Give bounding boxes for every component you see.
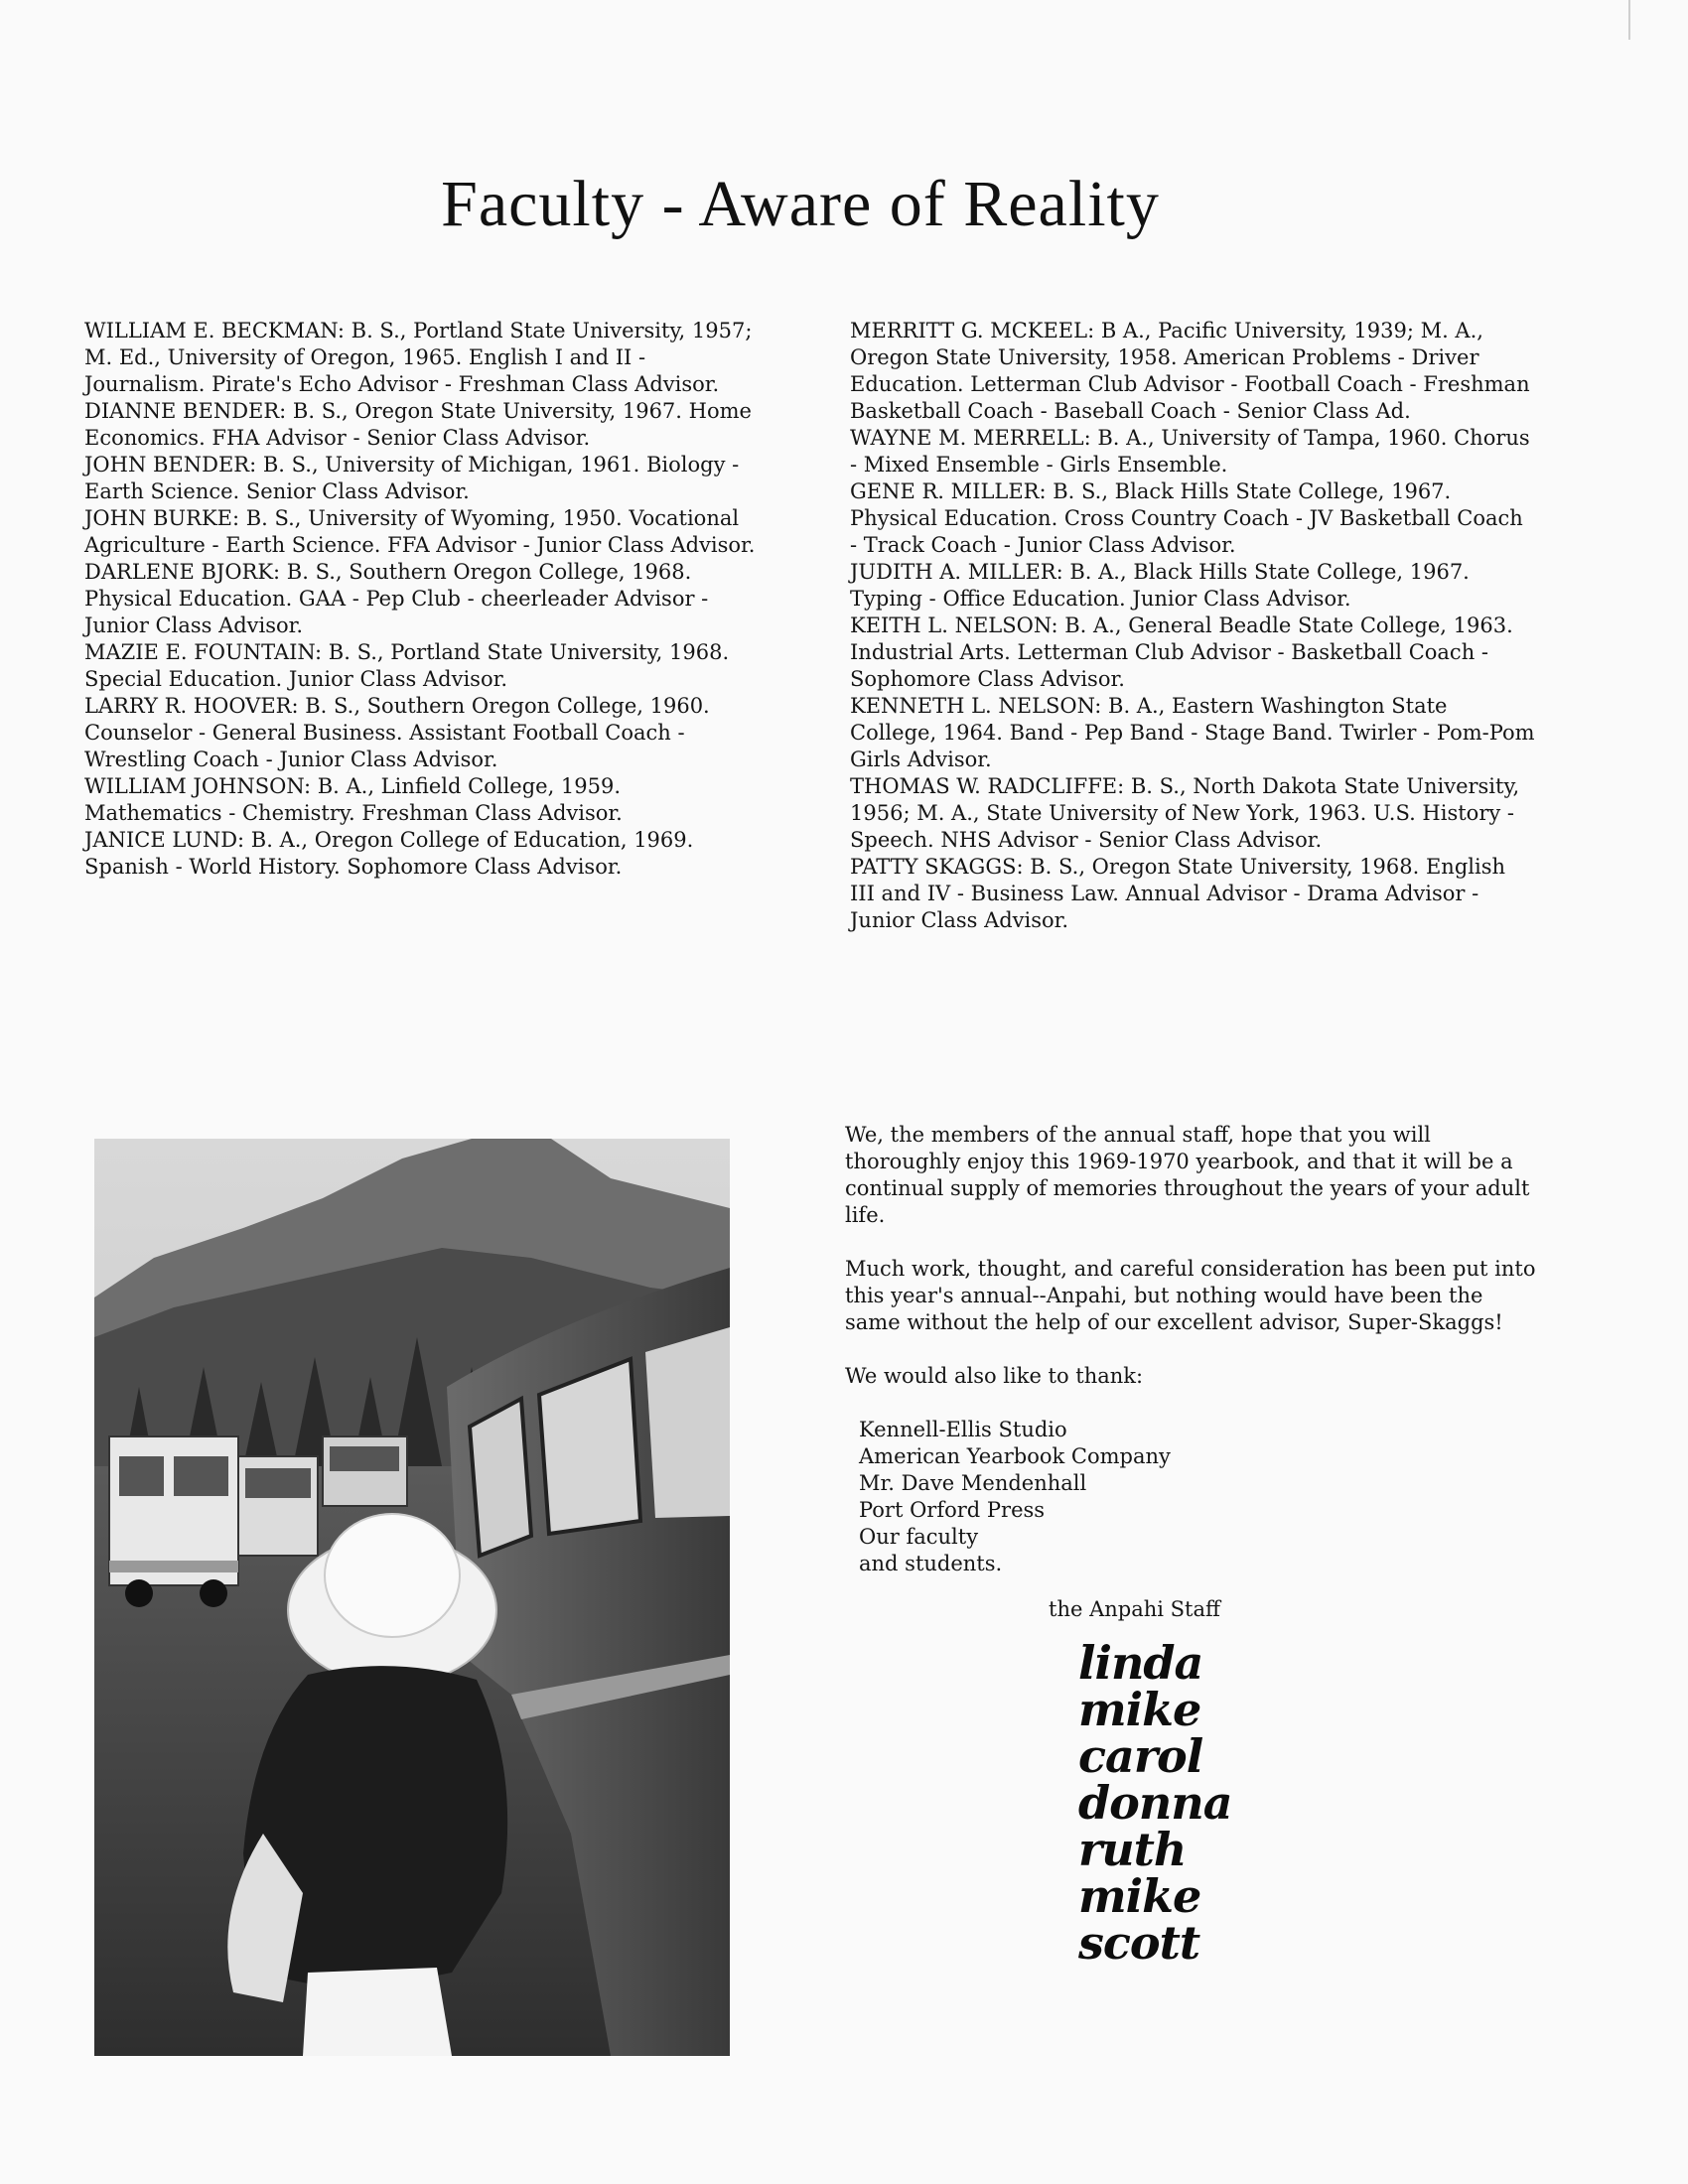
faculty-entry: LARRY R. HOOVER: B. S., Southern Oregon College, 1960. Counselor - General Business. Assistant Football Coach - Wrestling Coach - Junior Class Advisor.: [84, 694, 710, 771]
closing-paragraph-1: We, the members of the annual staff, hope that you will thoroughly enjoy this 1969-1970 yearbook, and that it will be a continual supply of memories throughout the years of your adult life.: [845, 1123, 1530, 1227]
thanks-item: Kennell-Ellis Studio: [859, 1418, 1067, 1441]
page-title: Faculty - Aware of Reality: [441, 168, 1160, 240]
thanks-item: and students.: [859, 1552, 1003, 1575]
faculty-entry: KEITH L. NELSON: B. A., General Beadle State College, 1963. Industrial Arts. Letterman Club Advisor - Basketball Coach - Sophomore Class Advisor.: [850, 614, 1513, 691]
signature: carol: [1078, 1729, 1203, 1783]
closing-paragraph-2: Much work, thought, and careful consideration has been put into this year's annual--Anpahi, but nothing would have been the same without the help of our excellent advisor, Super-Skaggs!: [845, 1257, 1536, 1334]
faculty-column-left: [84, 318, 760, 881]
faculty-entry: DARLENE BJORK: B. S., Southern Oregon College, 1968. Physical Education. GAA - Pep Club - cheerleader Advisor - Junior Class Advisor.: [84, 560, 709, 637]
faculty-entry: MAZIE E. FOUNTAIN: B. S., Portland State University, 1968. Special Education. Junior Class Advisor.: [84, 640, 730, 691]
closing-message: [845, 1122, 1540, 1577]
faculty-entry: WILLIAM E. BECKMAN: B. S., Portland State University, 1957; M. Ed., University of Oregon, 1965. English I and II - Journalism. Pirate's Echo Advisor - Freshman Class Advisor.: [84, 319, 753, 396]
faculty-entry: JUDITH A. MILLER: B. A., Black Hills State College, 1967. Typing - Office Education. Junior Class Advisor.: [850, 560, 1470, 611]
bus-middle: [238, 1456, 318, 1556]
faculty-entry: MERRITT G. MCKEEL: B A., Pacific University, 1939; M. A., Oregon State University, 1958. American Problems - Driver Education. Letterman Club Advisor - Football Coach - Freshman Basketball Coach - Baseball Coach - Senior Class Ad.: [850, 319, 1530, 423]
thanks-heading: We would also like to thank:: [845, 1364, 1144, 1388]
faculty-entry: JOHN BURKE: B. S., University of Wyoming, 1950. Vocational Agriculture - Earth Science. FFA Advisor - Junior Class Advisor.: [84, 506, 756, 557]
faculty-entry: WAYNE M. MERRELL: B. A., University of Tampa, 1960. Chorus - Mixed Ensemble - Girls Ensemble.: [850, 426, 1530, 477]
thanks-item: Port Orford Press: [859, 1498, 1046, 1522]
faculty-entry: WILLIAM JOHNSON: B. A., Linfield College, 1959. Mathematics - Chemistry. Freshman Class Advisor.: [84, 774, 623, 825]
signature: ruth: [1078, 1823, 1187, 1876]
thanks-item: American Yearbook Company: [859, 1444, 1171, 1468]
faculty-entry: JOHN BENDER: B. S., University of Michigan, 1961. Biology - Earth Science. Senior Class Advisor.: [84, 453, 740, 503]
bus-far: [323, 1436, 407, 1506]
signature: mike: [1078, 1869, 1201, 1923]
faculty-entry: GENE R. MILLER: B. S., Black Hills State College, 1967. Physical Education. Cross Country Coach - JV Basketball Coach - Track Coach - Junior Class Advisor.: [850, 479, 1523, 557]
faculty-entry: DIANNE BENDER: B. S., Oregon State University, 1967. Home Economics. FHA Advisor - Senior Class Advisor.: [84, 399, 752, 450]
signoff: the Anpahi Staff: [1049, 1597, 1220, 1621]
faculty-entry: THOMAS W. RADCLIFFE: B. S., North Dakota State University, 1956; M. A., State University of New York, 1963. U.S. History - Speech. NHS Advisor - Senior Class Advisor.: [850, 774, 1520, 852]
thanks-list: [859, 1417, 1540, 1577]
photo-child-by-buses: [94, 1139, 730, 2056]
staff-signatures: [1078, 1636, 1277, 1970]
page-edge-mark: [1628, 0, 1630, 40]
faculty-entry: KENNETH L. NELSON: B. A., Eastern Washington State College, 1964. Band - Pep Band - Stage Band. Twirler - Pom-Pom Girls Advisor.: [850, 694, 1535, 771]
faculty-entry: PATTY SKAGGS: B. S., Oregon State University, 1968. English III and IV - Business Law. Annual Advisor - Drama Advisor - Junior Class Advisor.: [850, 855, 1505, 932]
faculty-column-right: [850, 318, 1535, 934]
faculty-entry: JANICE LUND: B. A., Oregon College of Education, 1969. Spanish - World History. Sophomore Class Advisor.: [84, 828, 694, 879]
signature: mike: [1078, 1683, 1201, 1736]
thanks-item: Mr. Dave Mendenhall: [859, 1471, 1087, 1495]
signature: linda: [1078, 1636, 1203, 1690]
signature: scott: [1078, 1916, 1200, 1970]
bus-left: [109, 1436, 238, 1607]
signature: donna: [1078, 1776, 1232, 1830]
thanks-item: Our faculty: [859, 1525, 979, 1549]
